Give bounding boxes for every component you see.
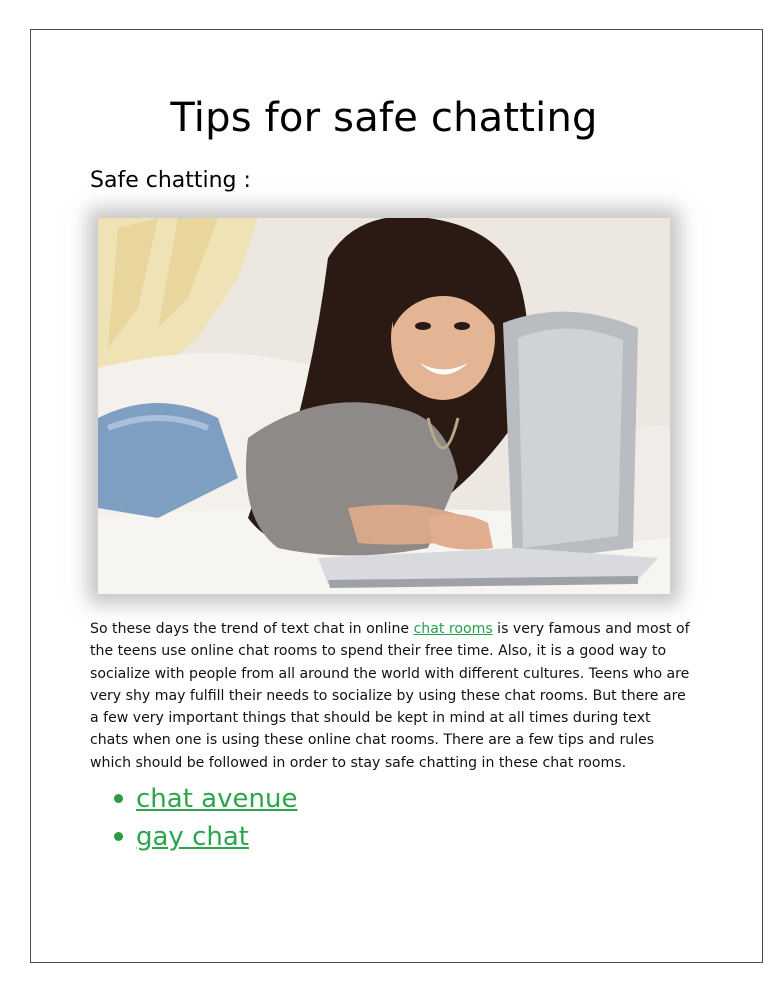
chat-avenue-link[interactable]: chat avenue — [136, 784, 298, 814]
photo-illustration — [98, 218, 670, 594]
paragraph-text-end: is very famous and most of the teens use online chat rooms to spend their free time. Also, it is a good way to socialize with people from all around the world with different cultures. Teens who are very shy may fulfill their needs to socialize by using these chat rooms. But there are a few very important things that should be kept in mind at all times during text chats when one is using these online chat rooms. There are a few tips and rules which should be followed in order to stay safe chatting in these chat rooms. — [90, 621, 690, 771]
bullet-icon — [114, 832, 123, 841]
intro-paragraph — [90, 618, 690, 774]
list-item — [112, 780, 297, 818]
link-list — [112, 780, 297, 856]
list-item — [112, 818, 297, 856]
section-heading: Safe chatting : — [90, 168, 251, 193]
paragraph-text-start: So these days the trend of text chat in online — [90, 621, 414, 637]
bullet-icon — [114, 794, 123, 803]
chat-rooms-link[interactable]: chat rooms — [413, 621, 493, 637]
photo-girl-with-laptop — [98, 218, 670, 594]
page-title: Tips for safe chatting — [170, 95, 598, 141]
gay-chat-link[interactable]: gay chat — [136, 822, 249, 852]
